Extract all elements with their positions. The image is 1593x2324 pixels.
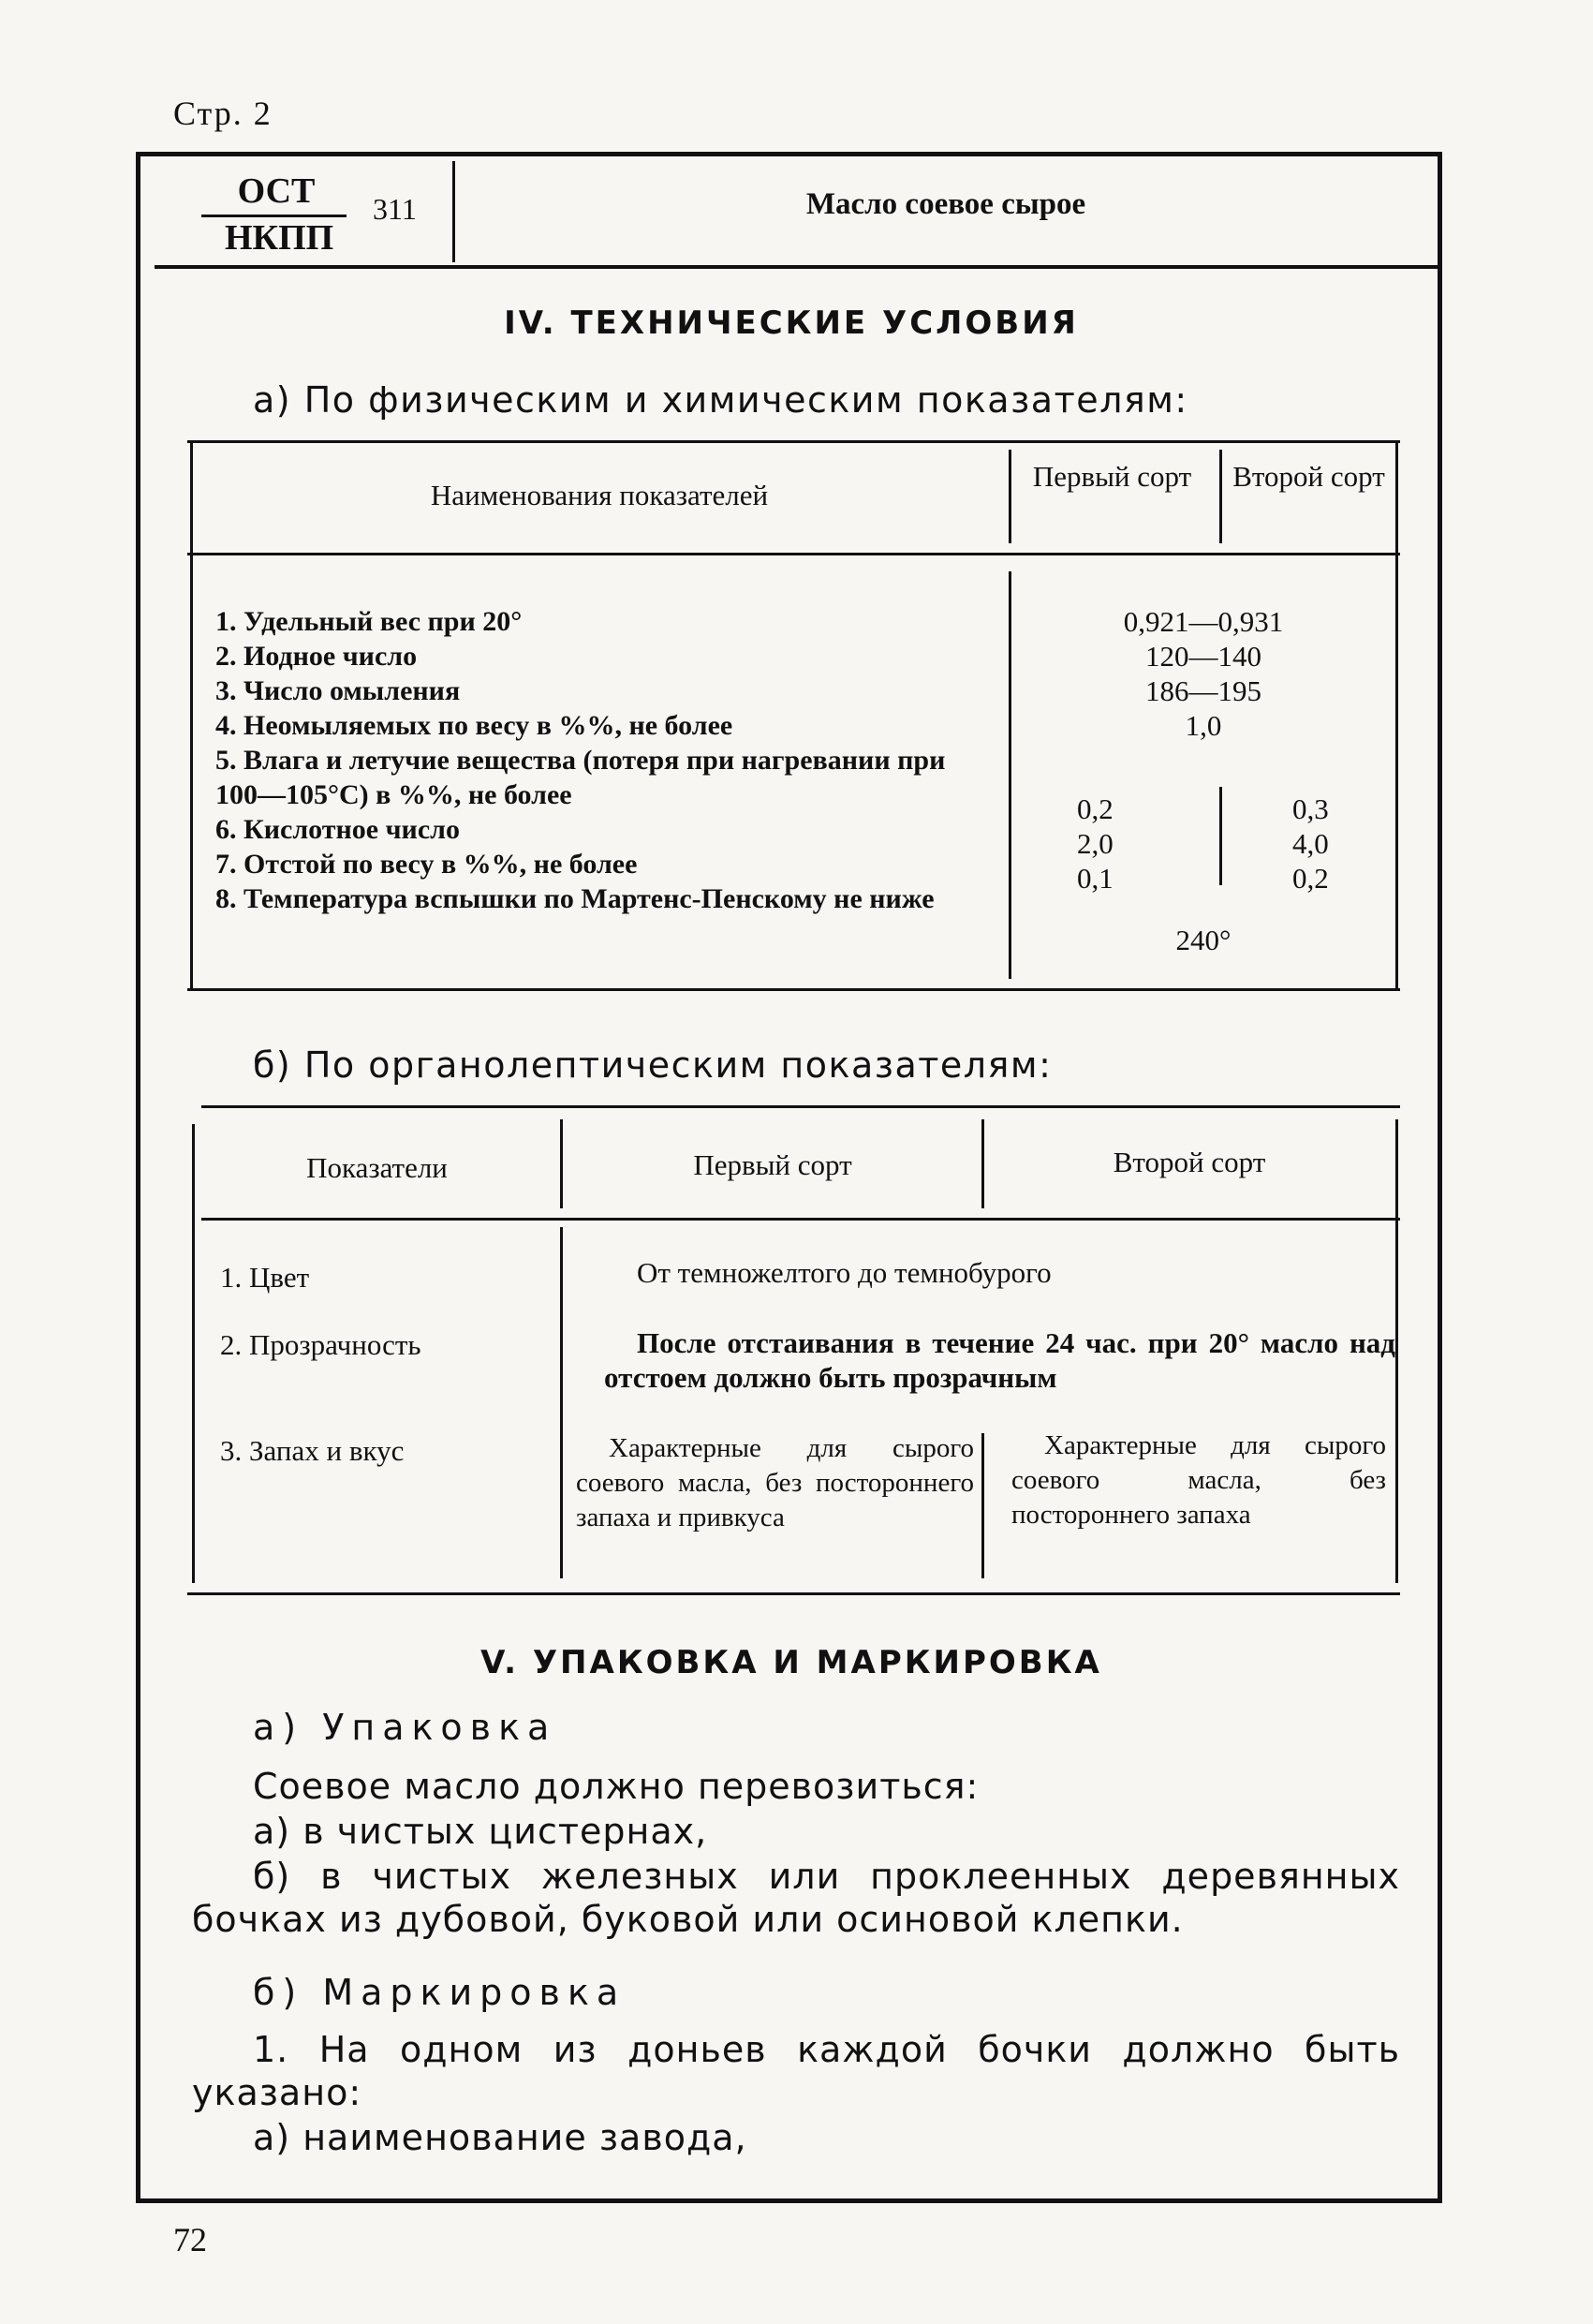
section-4-title: IV. ТЕХНИЧЕСКИЕ УСЛОВИЯ bbox=[504, 304, 1079, 342]
section-5-sub-a: а) Упаковка bbox=[253, 1707, 557, 1748]
table1-row-label: 2. Иодное число bbox=[215, 641, 418, 672]
page-label: Стр. 2 bbox=[173, 95, 273, 132]
section-4-sub-a: а) По физическим и химическим показателям: bbox=[253, 379, 1188, 421]
table2-value-second: Характерные для сырого соевого масла, без постороннего запаха bbox=[1011, 1430, 1386, 1530]
table2-row-label: 3. Запах и вкус bbox=[220, 1434, 405, 1467]
table1-row-label: 8. Температура вспышки по Мартенс-Пенскому не ниже bbox=[215, 883, 935, 914]
section-5-title: V. УПАКОВКА И МАРКИРОВКА bbox=[480, 1644, 1102, 1681]
table1-value-second: 4,0 bbox=[1292, 827, 1329, 860]
table1-header-second: Второй сорт bbox=[1232, 460, 1385, 493]
table2-row-label: 2. Прозрачность bbox=[220, 1328, 421, 1361]
table1-value-first: 0,2 bbox=[1077, 792, 1114, 825]
section-4-sub-b: б) По органолептическим показателям: bbox=[253, 1044, 1053, 1086]
table1-value-common: 186—195 bbox=[1145, 674, 1261, 707]
table1-row-label: 6. Кислотное число bbox=[215, 814, 460, 845]
paragraph: а) наименование завода, bbox=[253, 2117, 747, 2158]
table1-row-label: 7. Отстой по весу в %%, не более bbox=[215, 849, 638, 880]
header-rule bbox=[155, 265, 1442, 269]
table2-value-common: От темножелтого до темнобурого bbox=[637, 1256, 1052, 1289]
paragraph: Соевое масло должно перевозиться: bbox=[253, 1766, 980, 1807]
document-title: Масло соевое сырое bbox=[805, 187, 1086, 221]
table2-value-first: Характерные для сырого соевого масла, без постороннего запаха и привкуса bbox=[576, 1433, 974, 1532]
table1-value-common: 0,921—0,931 bbox=[1123, 605, 1284, 638]
paragraph: а) в чистых цистернах, bbox=[253, 1811, 708, 1852]
table1-header-name: Наименования показателей bbox=[430, 479, 769, 511]
table1-value-second: 0,2 bbox=[1292, 862, 1329, 895]
table1-row-label: 3. Число омыления bbox=[215, 675, 461, 706]
table1-row-label: 4. Неомыляемых по весу в %%, не более bbox=[215, 710, 733, 741]
paragraph: б) в чистых железных или проклеенных деревянных бочках из дубовой, буковой или осиновой клепки. bbox=[192, 1856, 1400, 1940]
table2-header-name: Показатели bbox=[306, 1151, 448, 1184]
table1-value-first: 0,1 bbox=[1077, 862, 1114, 895]
page-number: 72 bbox=[173, 2221, 207, 2258]
table1-value-common: 120—140 bbox=[1145, 640, 1261, 673]
header-ost: ОСТ bbox=[237, 171, 316, 211]
header-divider bbox=[452, 161, 455, 262]
table1-value-second: 0,3 bbox=[1292, 792, 1329, 825]
table1-header-first: Первый сорт bbox=[1032, 460, 1192, 493]
table2-row-label: 1. Цвет bbox=[220, 1261, 310, 1294]
table1-row-label: 5. Влага и летучие вещества (потеря при нагревании при 100—105°С) в %%, не более bbox=[215, 745, 946, 810]
table1-value-common: 1,0 bbox=[1185, 709, 1222, 742]
section-5-sub-b: б) Маркировка bbox=[253, 1972, 627, 2013]
table1-row-label: 1. Удельный вес при 20° bbox=[215, 606, 523, 637]
table2-header-second: Второй сорт bbox=[1113, 1146, 1266, 1178]
header-nkpp: НКПП bbox=[225, 218, 334, 258]
table1-value-common: 240° bbox=[1175, 924, 1232, 956]
table1-value-first: 2,0 bbox=[1077, 827, 1114, 860]
header-number: 311 bbox=[373, 192, 417, 226]
table2-header-first: Первый сорт bbox=[693, 1148, 852, 1181]
paragraph: 1. На одном из доньев каждой бочки должно быть указано: bbox=[192, 2029, 1400, 2113]
table2-value-common: После отстаивания в течение 24 час. при 20° масло над отстоем должно быть прозрачным bbox=[604, 1326, 1395, 1394]
